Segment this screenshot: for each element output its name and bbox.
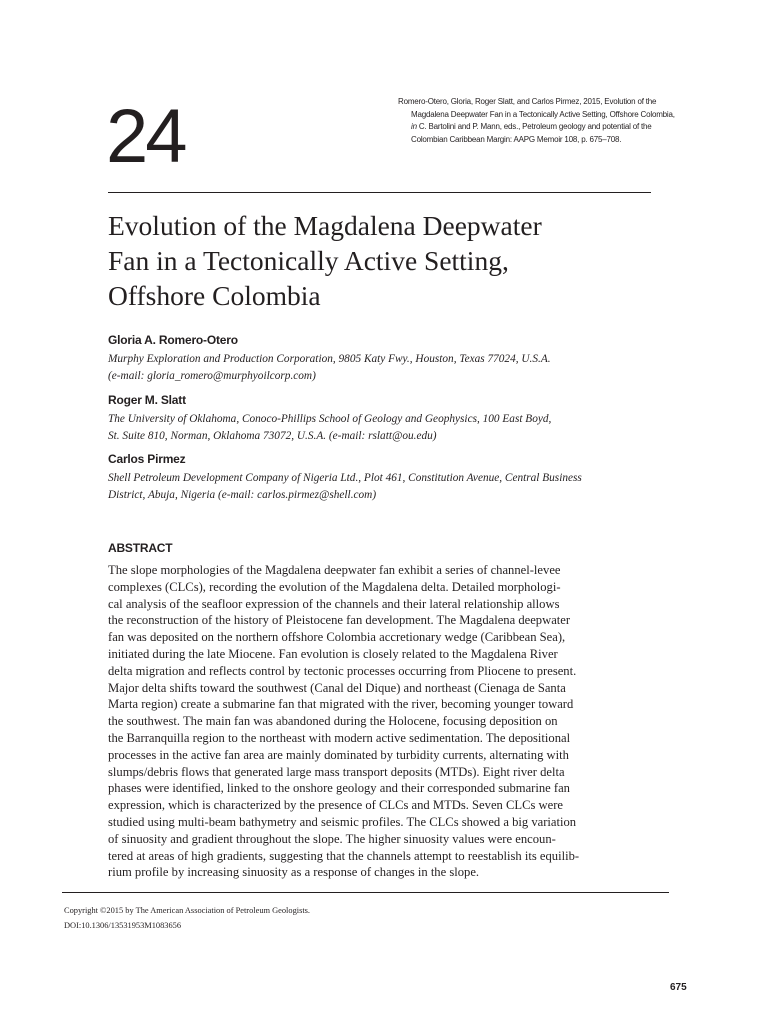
affiliation-line: Murphy Exploration and Production Corporation, 9805 Katy Fwy., Houston, Texas 77024, U.S.A. <box>108 353 551 365</box>
chapter-number: 24 <box>106 94 185 179</box>
page-number: 675 <box>670 982 687 993</box>
abstract-line: expression, which is characterized by the presence of CLCs and MTDs. Seven CLCs were <box>108 798 563 813</box>
citation-block <box>398 96 675 146</box>
abstract-line: processes in the active fan area are mainly dominated by turbidity currents, alternating with <box>108 747 569 762</box>
citation-in: in <box>411 122 417 132</box>
author-affiliation <box>108 351 668 384</box>
abstract-line: The slope morphologies of the Magdalena deepwater fan exhibit a series of channel-levee <box>108 563 561 577</box>
abstract-line: slumps/debris flows that generated large mass transport deposits (MTDs). Eight river delta <box>108 764 565 779</box>
abstract-line: Marta region) create a submarine fan that migrated with the river, becoming younger toward <box>108 697 574 712</box>
author-affiliation <box>108 470 668 503</box>
abstract-line: cal analysis of the seafloor expression of the channels and their lateral relationship allows <box>108 596 560 611</box>
citation-line: Romero-Otero, Gloria, Roger Slatt, and Carlos Pirmez, 2015, Evolution of the <box>398 97 657 106</box>
abstract-body <box>108 562 653 881</box>
citation-line: Colombian Caribbean Margin: AAPG Memoir 108, p. 675–708. <box>411 134 622 144</box>
copyright-notice: Copyright ©2015 by The American Association of Petroleum Geologists. <box>64 906 311 915</box>
abstract-line: the southwest. The main fan was abandoned during the Holocene, focusing deposition on <box>108 714 558 729</box>
abstract-line: rium profile by increasing sinuosity as a response of changes in the slope. <box>108 865 480 880</box>
affiliation-line: District, Abuja, Nigeria (e-mail: carlos.pirmez@shell.com) <box>108 488 377 501</box>
affiliation-line: St. Suite 810, Norman, Oklahoma 73072, U.S.A. (e-mail: rslatt@ou.edu) <box>108 429 437 442</box>
abstract-line: of sinuosity and gradient throughout the slope. The higher sinuosity values were encoun- <box>108 831 556 846</box>
abstract-line: Major delta shifts toward the southwest (Canal del Dique) and northeast (Cienaga de Santa <box>108 680 566 695</box>
doi: DOI:10.1306/13531953M1083656 <box>64 921 182 930</box>
author-name: Roger M. Slatt <box>108 393 186 407</box>
footer-divider <box>62 892 669 893</box>
abstract-line: phases were identified, linked to the onshore geology and their corresponded submarine fan <box>108 781 570 796</box>
affiliation-line: The University of Oklahoma, Conoco-Phillips School of Geology and Geophysics, 100 East Boyd, <box>108 413 552 425</box>
author-name: Gloria A. Romero-Otero <box>108 333 238 347</box>
abstract-line: the reconstruction of the history of Pleistocene fan development. The Magdalena deepwater <box>108 613 571 628</box>
title-line: Evolution of the Magdalena Deepwater <box>108 210 542 241</box>
title-line: Fan in a Tectonically Active Setting, <box>108 245 509 276</box>
abstract-heading: ABSTRACT <box>108 541 173 555</box>
chapter-title <box>108 208 668 313</box>
affiliation-line: Shell Petroleum Development Company of Nigeria Ltd., Plot 461, Constitution Avenue, Central Business <box>108 472 582 484</box>
abstract-line: the Barranquilla region to the northeast with modern active sedimentation. The depositional <box>108 730 571 745</box>
author-affiliation <box>108 411 668 444</box>
title-line: Offshore Colombia <box>108 280 321 311</box>
abstract-line: complexes (CLCs), recording the evolution of the Magdalena delta. Detailed morphologi- <box>108 579 561 594</box>
citation-line: Magdalena Deepwater Fan in a Tectonically Active Setting, Offshore Colombia, <box>411 109 675 119</box>
abstract-line: fan was deposited on the northern offshore Colombia accretionary wedge (Caribbean Sea), <box>108 630 566 645</box>
abstract-line: tered at areas of high gradients, suggesting that the channels attempt to reestablish its equilib- <box>108 848 580 863</box>
author-name: Carlos Pirmez <box>108 452 186 466</box>
top-divider <box>108 192 651 193</box>
citation-line-rest: C. Bartolini and P. Mann, eds., Petroleum geology and potential of the <box>416 122 652 132</box>
abstract-line: delta migration and reflects control by tectonic processes occurring from Pliocene to present. <box>108 663 577 678</box>
abstract-line: initiated during the late Miocene. Fan evolution is closely related to the Magdalena River <box>108 646 558 661</box>
affiliation-line: (e-mail: gloria_romero@murphyoilcorp.com) <box>108 369 316 382</box>
citation-line <box>398 121 660 134</box>
abstract-line: studied using multi-beam bathymetry and seismic profiles. The CLCs showed a big variation <box>108 814 577 829</box>
